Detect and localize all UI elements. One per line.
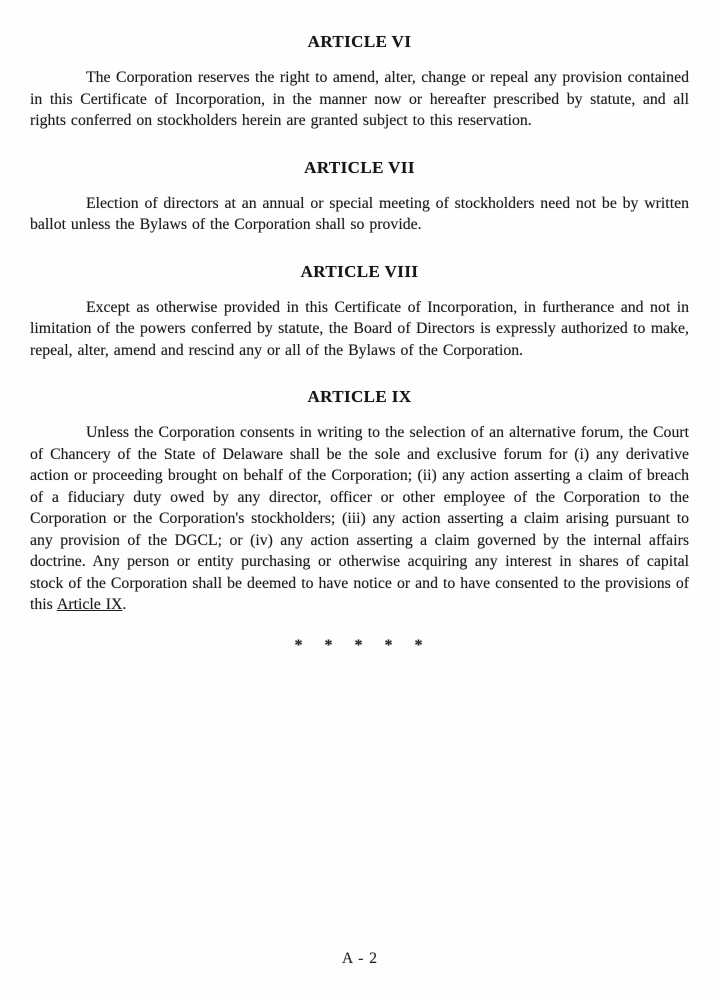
- document-content: [30, 30, 689, 655]
- article-viii-paragraph: Except as otherwise provided in this Certificate of Incorporation, in furtherance and not in limitation of the powers conferred by statute, the Board of Directors is expressly authorized to make, repeal, alter, amend and rescind any or all of the Bylaws of the Corporation.: [30, 298, 689, 359]
- article-ix-text-before: Unless the Corporation consents in writing to the selection of an alternative forum, the Court of Chancery of the State of Delaware shall be the sole and exclusive forum for (i) any derivative action or proceeding brought on behalf of the Corporation; (ii) any action asserting a claim of breach of a fiduciary duty owed by any director, officer or other employee of the Corporation to the Corporation or the Corporation's stockholders; (iii) any action asserting a claim arising pursuant to any provision of the DGCL; or (iv) any action asserting a claim governed by the internal affairs doctrine. Any person or entity purchasing or otherwise acquiring any interest in shares of capital stock of the Corporation shall be deemed to have notice or and to have consented to the provisions of this: [30, 424, 689, 613]
- article-vii-heading: ARTICLE VII: [304, 157, 415, 177]
- article-viii-heading: ARTICLE VIII: [300, 261, 419, 281]
- article-vii-paragraph: Election of directors at an annual or special meeting of stockholders need not be by written ballot unless the Bylaws of the Corporation shall so provide.: [30, 194, 689, 233]
- article-ix-text-after: .: [122, 596, 127, 613]
- article-vi-paragraph: The Corporation reserves the right to amend, alter, change or repeal any provision contained in this Certificate of Incorporation, in the manner now or hereafter prescribed by statute, and all rights conferred on stockholders herein are granted subject to this reservation.: [30, 69, 689, 129]
- article-ix-underlined-reference: Article IX: [56, 596, 123, 613]
- article-ix-heading: ARTICLE IX: [307, 387, 412, 406]
- page-number-footer: A - 2: [342, 950, 378, 967]
- article-ix-paragraph: [30, 422, 689, 616]
- article-vi-heading: ARTICLE VI: [307, 32, 412, 51]
- asterisk-separator: * * * * *: [294, 636, 425, 654]
